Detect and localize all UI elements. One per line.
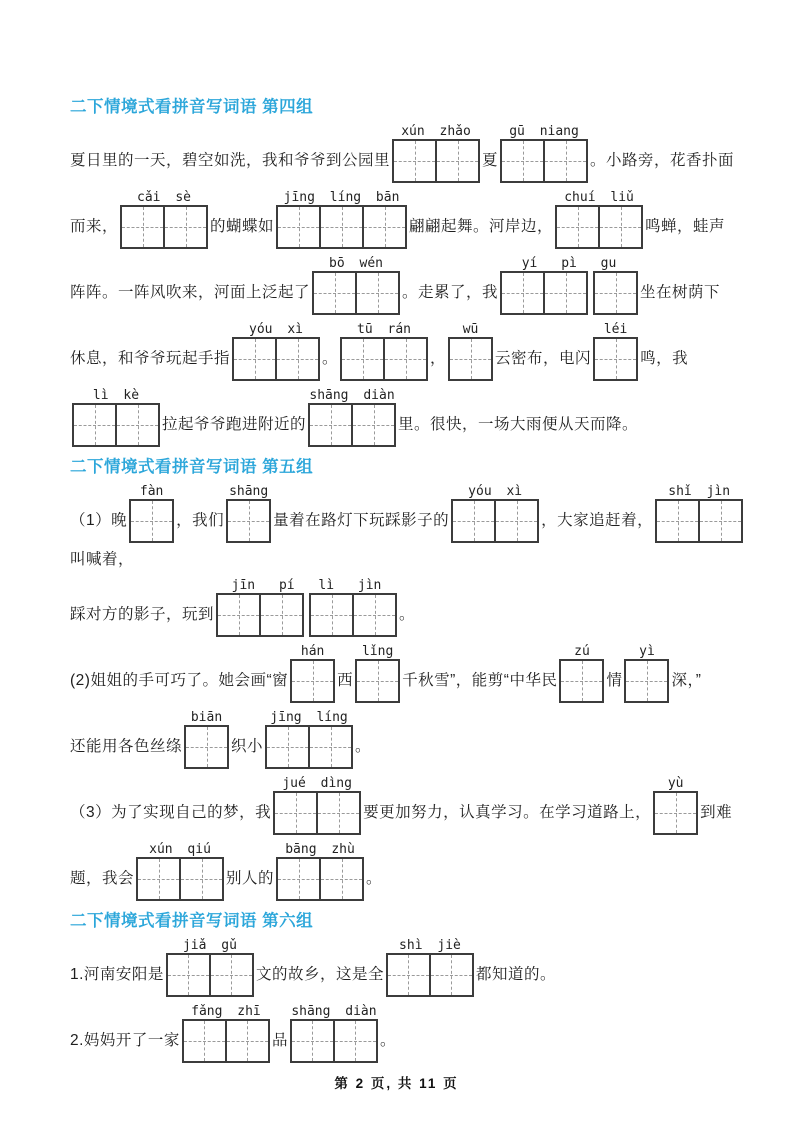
worksheet-line: [70, 938, 733, 997]
answer-box[interactable]: [653, 791, 698, 835]
answer-box[interactable]: [448, 337, 493, 381]
answer-box-group: [624, 644, 669, 703]
tianzige-cell[interactable]: [278, 859, 319, 899]
tianzige-cell[interactable]: [275, 793, 316, 833]
worksheet-line: [70, 710, 733, 769]
answer-box[interactable]: [392, 139, 480, 183]
pinyin-label: gū niang: [509, 124, 579, 139]
tianzige-cell[interactable]: [698, 501, 741, 541]
answer-box[interactable]: [136, 857, 224, 901]
answer-box[interactable]: [232, 337, 320, 381]
answer-box[interactable]: [593, 271, 638, 315]
sentence-text: 题，我会: [70, 869, 135, 887]
pinyin-label: shāng: [229, 484, 269, 499]
sentence-text: 踩对方的影子，玩到: [70, 605, 215, 623]
answer-box[interactable]: [555, 205, 643, 249]
pinyin-label: jīn pí lì jìn: [231, 578, 382, 593]
answer-box-group: [182, 1004, 270, 1063]
tianzige-cell[interactable]: [319, 207, 362, 247]
pinyin-label: jīng líng bān: [283, 190, 400, 205]
sentence-text: (2)姐姐的手可巧了。她会画“窗: [70, 671, 289, 689]
sentence-text: 坐在树荫下: [640, 283, 721, 301]
sentence-text: 阵阵。一阵风吹来，河面上泛起了: [70, 283, 311, 301]
sentence-text: 。: [399, 605, 416, 623]
answer-box[interactable]: [276, 205, 407, 249]
sentence-text: 千秋雪”，能剪“中华民: [402, 671, 558, 689]
tianzige-cell[interactable]: [333, 1021, 376, 1061]
tianzige-cell[interactable]: [595, 339, 636, 379]
tianzige-cell[interactable]: [122, 207, 163, 247]
answer-box-group: [355, 644, 400, 703]
sentence-text: ，我们: [176, 511, 225, 529]
sentence-text: （3）为了实现自己的梦，我: [70, 803, 272, 821]
answer-box-group: [184, 710, 229, 769]
answer-box[interactable]: [451, 499, 539, 543]
pinyin-label: yóu xì: [249, 322, 303, 337]
tianzige-cell[interactable]: [502, 273, 543, 313]
sentence-text: 织小: [231, 737, 264, 755]
tianzige-cell[interactable]: [598, 207, 641, 247]
tianzige-cell[interactable]: [179, 859, 222, 899]
pinyin-label: shì jiè: [399, 938, 461, 953]
sentence-text: （1）晚: [70, 511, 128, 529]
answer-box-group: [129, 484, 174, 543]
sentence-text: 。小路旁，花香扑面: [590, 151, 735, 169]
answer-box-group: [290, 1004, 378, 1063]
tianzige-cell[interactable]: [115, 405, 158, 445]
worksheet-line: [70, 322, 733, 381]
sentence-text: 夏日里的一天，碧空如洗，我和爷爷到公园里: [70, 151, 391, 169]
pinyin-label: yóu xì: [468, 484, 523, 499]
worksheet-line: [70, 124, 735, 183]
section-title: 二下情境式看拼音写词语 第五组: [70, 458, 314, 476]
pinyin-label: fǎng zhī: [191, 1004, 261, 1019]
tianzige-cell[interactable]: [275, 339, 318, 379]
answer-box[interactable]: [340, 337, 428, 381]
tianzige-cell[interactable]: [228, 501, 269, 541]
pinyin-label: xún zhǎo: [401, 124, 471, 139]
pinyin-label: shǐ jìn: [668, 484, 731, 499]
answer-box-group: [593, 322, 638, 381]
tianzige-cell[interactable]: [138, 859, 179, 899]
answer-box[interactable]: [312, 271, 400, 315]
tianzige-cell[interactable]: [131, 501, 172, 541]
tianzige-cell[interactable]: [352, 595, 395, 635]
answer-box-group: [312, 256, 400, 315]
sentence-text: 叫喊着，: [70, 550, 135, 568]
answer-box-group: [340, 322, 428, 381]
pinyin-label: léi: [603, 322, 628, 337]
tianzige-cell[interactable]: [278, 207, 319, 247]
pinyin-label: yì: [639, 644, 655, 659]
sentence-text: 都知道的。: [475, 965, 556, 983]
sentence-text: 云密布，电闪: [495, 349, 592, 367]
tianzige-cell[interactable]: [383, 339, 426, 379]
answer-box-group: [448, 322, 493, 381]
answer-box-group: [386, 938, 474, 997]
answer-box-group: [290, 644, 335, 703]
tianzige-cell[interactable]: [314, 273, 355, 313]
answer-box[interactable]: [276, 857, 364, 901]
answer-box-group: [232, 322, 320, 381]
tianzige-cell[interactable]: [450, 339, 491, 379]
tianzige-cell[interactable]: [543, 273, 586, 313]
answer-box-group: [559, 644, 604, 703]
pinyin-label: xún qiú: [149, 842, 211, 857]
sentence-text: 西: [337, 671, 354, 689]
pinyin-label: bāng zhù: [285, 842, 355, 857]
pinyin-label: jiǎ gǔ: [182, 938, 237, 953]
answer-box-group: [500, 124, 588, 183]
tianzige-cell[interactable]: [502, 141, 543, 181]
sentence-text: 。: [355, 737, 372, 755]
answer-box-group: [226, 484, 271, 543]
sentence-text: 。走累了，我: [402, 283, 499, 301]
worksheet-line: [70, 776, 733, 835]
pinyin-label: lì kè: [92, 388, 140, 403]
sentence-text: 要更加努力，认真学习。在学习道路上，: [363, 803, 652, 821]
sentence-text: 。: [322, 349, 339, 367]
pinyin-label: zú: [574, 644, 590, 659]
answer-box[interactable]: [308, 403, 396, 447]
worksheet-line: [70, 644, 733, 703]
answer-box-group: [120, 190, 208, 249]
tianzige-cell[interactable]: [561, 661, 602, 701]
tianzige-cell[interactable]: [292, 661, 333, 701]
worksheet-line: [70, 256, 733, 315]
sentence-text: 量着在路灯下玩踩影子的: [273, 511, 450, 529]
sentence-text: 的蝴蝶如: [210, 217, 275, 235]
tianzige-cell[interactable]: [394, 141, 435, 181]
tianzige-cell[interactable]: [429, 955, 472, 995]
worksheet-line: [70, 484, 733, 543]
tianzige-cell[interactable]: [168, 955, 209, 995]
pinyin-label: wū: [462, 322, 479, 337]
tianzige-cell[interactable]: [292, 1021, 333, 1061]
pinyin-label: biān: [190, 710, 223, 725]
answer-box[interactable]: [500, 271, 588, 315]
answer-box[interactable]: [184, 725, 229, 769]
answer-box[interactable]: [655, 499, 743, 543]
tianzige-cell[interactable]: [308, 727, 351, 767]
answer-box[interactable]: [593, 337, 638, 381]
pinyin-label: chuí liǔ: [564, 190, 634, 205]
answer-box-group: [216, 578, 397, 637]
tianzige-cell[interactable]: [186, 727, 227, 767]
tianzige-cell[interactable]: [163, 207, 206, 247]
answer-box[interactable]: [290, 659, 335, 703]
answer-box-group: [500, 256, 638, 315]
sentence-text: 。: [379, 1031, 396, 1049]
answer-box[interactable]: [559, 659, 604, 703]
tianzige-cell[interactable]: [557, 207, 598, 247]
tianzige-cell[interactable]: [267, 727, 308, 767]
sentence-text: 2.妈妈开了一家: [70, 1031, 180, 1049]
tianzige-cell[interactable]: [74, 405, 115, 445]
tianzige-cell[interactable]: [388, 955, 429, 995]
tianzige-cell[interactable]: [362, 207, 405, 247]
tianzige-cell[interactable]: [626, 661, 667, 701]
answer-box[interactable]: [355, 659, 400, 703]
sentence-text: ，大家追赶着，: [541, 511, 654, 529]
tianzige-cell[interactable]: [311, 595, 352, 635]
tianzige-cell[interactable]: [494, 501, 537, 541]
answer-box[interactable]: [290, 1019, 378, 1063]
pinyin-label: jué dìng: [282, 776, 352, 791]
sentence-text: 到难: [700, 803, 733, 821]
answer-box[interactable]: [273, 791, 361, 835]
answer-box[interactable]: [624, 659, 669, 703]
sentence-text: 夏: [482, 151, 499, 169]
page-footer: 第 2 页, 共 11 页: [334, 1076, 459, 1091]
pinyin-label: shāng diàn: [291, 1004, 377, 1019]
worksheet-line: [70, 1004, 733, 1063]
tianzige-cell[interactable]: [218, 595, 259, 635]
pinyin-label: jīng líng: [270, 710, 348, 725]
tianzige-cell[interactable]: [657, 501, 698, 541]
answer-box[interactable]: [226, 499, 271, 543]
pinyin-label: shāng diàn: [309, 388, 395, 403]
answer-box[interactable]: [265, 725, 353, 769]
pinyin-label: tū rán: [357, 322, 412, 337]
answer-box-group: [276, 842, 364, 901]
tianzige-cell[interactable]: [543, 141, 586, 181]
tianzige-cell[interactable]: [184, 1021, 225, 1061]
pinyin-label: hán: [300, 644, 325, 659]
answer-box-group: [308, 388, 396, 447]
answer-box-group: [273, 776, 361, 835]
answer-box-group: [653, 776, 698, 835]
sentence-text: 鸣，我: [640, 349, 689, 367]
pinyin-label: lǐng: [361, 644, 394, 659]
answer-box[interactable]: [129, 499, 174, 543]
pinyin-label: cǎi sè: [137, 190, 191, 205]
sentence-text: 鸣蝉，蛙声: [645, 217, 726, 235]
answer-box[interactable]: [72, 403, 160, 447]
answer-box-group: [166, 938, 254, 997]
sentence-text: 情: [606, 671, 623, 689]
sentence-text: 休息，和爷爷玩起手指: [70, 349, 231, 367]
sentence-text: ，: [430, 349, 447, 367]
tianzige-cell[interactable]: [209, 955, 252, 995]
sentence-text: 而来，: [70, 217, 119, 235]
tianzige-cell[interactable]: [655, 793, 696, 833]
sentence-text: 文的故乡，这是全: [255, 965, 384, 983]
section-title: 二下情境式看拼音写词语 第六组: [70, 912, 314, 930]
worksheet-line: [70, 388, 733, 447]
pinyin-label: yí pì gu: [521, 256, 617, 271]
answer-box-group: [265, 710, 353, 769]
answer-box[interactable]: [386, 953, 474, 997]
sentence-text: 里。很快，一场大雨便从天而降。: [398, 415, 639, 433]
answer-box[interactable]: [309, 593, 397, 637]
tianzige-cell[interactable]: [225, 1021, 268, 1061]
tianzige-cell[interactable]: [453, 501, 494, 541]
tianzige-cell[interactable]: [351, 405, 394, 445]
pinyin-label: yù: [667, 776, 684, 791]
tianzige-cell[interactable]: [595, 273, 636, 313]
answer-box[interactable]: [500, 139, 588, 183]
answer-box[interactable]: [166, 953, 254, 997]
answer-box-group: [136, 842, 224, 901]
sentence-text: 还能用各色丝绦: [70, 737, 183, 755]
answer-box-group: [655, 484, 743, 543]
tianzige-cell[interactable]: [355, 273, 398, 313]
tianzige-cell[interactable]: [259, 595, 302, 635]
tianzige-cell[interactable]: [319, 859, 362, 899]
section-title: 二下情境式看拼音写词语 第四组: [70, 98, 314, 116]
answer-box-group: [392, 124, 480, 183]
sentence-text: 深，”: [671, 671, 702, 689]
tianzige-cell[interactable]: [234, 339, 275, 379]
answer-box-group: [451, 484, 539, 543]
tianzige-cell[interactable]: [310, 405, 351, 445]
worksheet-line: [70, 842, 733, 901]
pinyin-label: fàn: [139, 484, 164, 499]
tianzige-cell[interactable]: [357, 661, 398, 701]
sentence-text: 1.河南安阳是: [70, 965, 164, 983]
answer-box[interactable]: [216, 593, 304, 637]
answer-box-group: [555, 190, 643, 249]
tianzige-cell[interactable]: [342, 339, 383, 379]
answer-box-group: [72, 388, 160, 447]
sentence-text: 翩翩起舞。河岸边，: [409, 217, 554, 235]
sentence-text: 品: [271, 1031, 288, 1049]
answer-box[interactable]: [120, 205, 208, 249]
worksheet-line: [70, 578, 733, 637]
worksheet-body: [70, 97, 733, 1063]
sentence-text: 别人的: [226, 869, 275, 887]
pinyin-label: bō wén: [329, 256, 383, 271]
worksheet-line: [70, 190, 733, 249]
tianzige-cell[interactable]: [435, 141, 478, 181]
worksheet-line: [70, 549, 733, 571]
answer-box-group: [276, 190, 407, 249]
answer-box[interactable]: [182, 1019, 270, 1063]
tianzige-cell[interactable]: [316, 793, 359, 833]
sentence-text: 。: [366, 869, 383, 887]
sentence-text: 拉起爷爷跑进附近的: [162, 415, 307, 433]
